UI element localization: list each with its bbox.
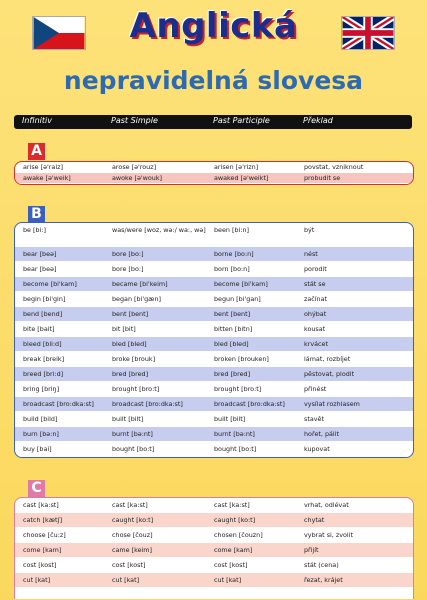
page-title: Anglická [129, 6, 298, 46]
cell-infinitive: cast [ka:st] [23, 501, 59, 509]
table-row [15, 162, 413, 173]
cell-past-simple: broke [brouk] [112, 355, 156, 363]
cell-past-participle: begun [bi'gan] [214, 295, 261, 303]
cell-translation: stát se [304, 280, 326, 288]
cell-past-participle: broken [brouken] [214, 355, 269, 363]
section-c-table [14, 497, 414, 599]
cell-infinitive: arise [ə'raiz] [23, 163, 63, 171]
cell-past-participle: brought [bro:t] [214, 385, 262, 393]
table-row [15, 367, 413, 382]
cell-infinitive: be [bi:] [23, 226, 46, 234]
table-row [15, 337, 413, 352]
cell-past-participle: arisen [ə'rizn] [214, 163, 259, 171]
cell-infinitive: choose [ču:z] [23, 531, 66, 539]
cell-translation: kousat [304, 325, 326, 333]
cell-translation: být [304, 226, 315, 234]
cell-past-participle: built [bilt] [214, 415, 246, 423]
section-c-badge: C [28, 480, 45, 497]
table-row [15, 528, 413, 543]
cell-translation: začínat [304, 295, 328, 303]
cell-past-simple: bit [bit] [112, 325, 136, 333]
cell-past-simple: built [bilt] [112, 415, 144, 423]
cell-past-participle: chosen [čouzn] [214, 531, 263, 539]
cell-past-participle: been [bi:n] [214, 226, 250, 234]
cell-past-participle: bought [bo:t] [214, 445, 257, 453]
cell-past-participle: bitten [bitn] [214, 325, 253, 333]
table-row [15, 352, 413, 367]
cell-past-simple: began [bi'gæn] [112, 295, 162, 303]
cell-infinitive: build [bild] [23, 415, 58, 423]
cell-infinitive: break [breik] [23, 355, 65, 363]
column-header-preklad: Překlad [303, 116, 333, 125]
cell-translation: probudit se [304, 174, 341, 182]
cell-infinitive: bend [bend] [23, 310, 63, 318]
cell-translation: pěstovat, plodit [304, 370, 355, 378]
column-header-bar [14, 115, 412, 129]
table-row [15, 382, 413, 397]
cell-infinitive: bear [beə] [23, 265, 57, 273]
cell-infinitive: buy [bai] [23, 445, 52, 453]
cell-past-participle: born [bo:n] [214, 265, 250, 273]
cell-past-simple: awoke [ə'wouk] [112, 174, 163, 182]
table-row [15, 247, 413, 262]
cell-past-simple: bore [bo:] [112, 265, 144, 273]
cell-infinitive: cost [kost] [23, 561, 57, 569]
cell-past-simple: was/were [woz, wə:/ wa:, wə] [112, 226, 206, 234]
cell-infinitive: broadcast [bro:dka:st] [23, 400, 94, 408]
cell-past-participle: cost [kost] [214, 561, 248, 569]
table-row [15, 292, 413, 307]
cell-infinitive: bring [briŋ] [23, 385, 60, 393]
table-row [15, 307, 413, 322]
cell-past-simple: broadcast [bro:dka:st] [112, 400, 183, 408]
cell-past-participle: become [bi'kam] [214, 280, 268, 288]
page-subtitle: nepravidelná slovesa [63, 66, 364, 95]
cell-infinitive: begin [bi'gin] [23, 295, 66, 303]
cell-past-participle: bent [bent] [214, 310, 251, 318]
table-row [15, 558, 413, 573]
cell-past-simple: cast [ka:st] [112, 501, 148, 509]
column-header-past-simple: Past Simple [111, 116, 158, 125]
cell-translation: přinést [304, 385, 327, 393]
cell-infinitive: catch [kætʃ] [23, 516, 63, 524]
cell-past-participle: come [kam] [214, 546, 253, 554]
section-a-table [14, 161, 414, 185]
cell-past-simple: caught [ko:t] [112, 516, 154, 524]
cell-past-simple: bought [bo:t] [112, 445, 155, 453]
cell-past-simple: bred [bred] [112, 370, 149, 378]
table-row [15, 427, 413, 442]
cell-infinitive: breed [bri:d] [23, 370, 64, 378]
cell-past-participle: bred [bred] [214, 370, 251, 378]
cell-infinitive: bite [bait] [23, 325, 55, 333]
cell-translation: stavět [304, 415, 324, 423]
cell-past-simple: cost [kost] [112, 561, 146, 569]
cell-translation: krvácet [304, 340, 328, 348]
table-row [15, 573, 413, 588]
table-row [15, 543, 413, 558]
cell-infinitive: bear [beə] [23, 250, 57, 258]
cell-past-simple: cut [kat] [112, 576, 140, 584]
cell-infinitive: come [kam] [23, 546, 62, 554]
cell-past-participle: cut [kat] [214, 576, 242, 584]
cell-past-participle: burnt [bə:nt] [214, 430, 255, 438]
table-row [15, 262, 413, 277]
table-row [15, 223, 413, 247]
table-row [15, 173, 413, 184]
table-row [15, 397, 413, 412]
section-b-table [14, 222, 414, 458]
cell-infinitive: become [bi'kam] [23, 280, 77, 288]
cell-translation: přijít [304, 546, 319, 554]
cell-translation: ohýbat [304, 310, 327, 318]
cell-translation: porodit [304, 265, 327, 273]
table-row [15, 498, 413, 513]
uk-flag-icon [341, 16, 395, 50]
cell-translation: vysílat rozhlasem [304, 400, 360, 408]
cell-past-simple: became [bi'keim] [112, 280, 168, 288]
cell-translation: stát (cena) [304, 561, 339, 569]
cell-past-participle: bled [bled] [214, 340, 249, 348]
cell-infinitive: awake [ə'weik] [23, 174, 71, 182]
table-row [15, 442, 413, 457]
cell-translation: řezat, krájet [304, 576, 343, 584]
cell-infinitive: bleed [bli:d] [23, 340, 62, 348]
cell-past-simple: bled [bled] [112, 340, 147, 348]
cell-past-simple: arose [ə'rouz] [112, 163, 157, 171]
section-b-badge: B [28, 206, 45, 223]
section-a-badge: A [28, 143, 45, 160]
cell-translation: lámat, rozbíjet [304, 355, 351, 363]
cell-past-participle: broadcast [bro:dka:st] [214, 400, 285, 408]
cell-past-participle: borne [bo:n] [214, 250, 254, 258]
cell-past-simple: bent [bent] [112, 310, 149, 318]
column-header-past-participle: Past Participle [213, 116, 270, 125]
cell-translation: kupovat [304, 445, 330, 453]
cell-past-simple: brought [bro:t] [112, 385, 160, 393]
cell-translation: vrhat, odlévat [304, 501, 349, 509]
cell-past-simple: chose [čouz] [112, 531, 153, 539]
cell-past-simple: came [keim] [112, 546, 153, 554]
cell-translation: vybrat si, zvolit [304, 531, 353, 539]
cell-infinitive: cut [kat] [23, 576, 51, 584]
cell-translation: povstat, vzniknout [304, 163, 364, 171]
cell-translation: nést [304, 250, 318, 258]
cell-translation: hořet, pálit [304, 430, 339, 438]
cell-past-participle: cast [ka:st] [214, 501, 250, 509]
table-row [15, 322, 413, 337]
cell-infinitive: burn [bə:n] [23, 430, 59, 438]
table-row [15, 277, 413, 292]
column-header-infinitiv: Infinitiv [22, 116, 52, 125]
table-row [15, 513, 413, 528]
cell-past-simple: bore [bo:] [112, 250, 144, 258]
cell-translation: chytat [304, 516, 325, 524]
cell-past-participle: awaked [ə'weikt] [214, 174, 269, 182]
table-row [15, 412, 413, 427]
cell-past-participle: caught [ko:t] [214, 516, 256, 524]
cell-past-simple: burnt [bə:nt] [112, 430, 153, 438]
